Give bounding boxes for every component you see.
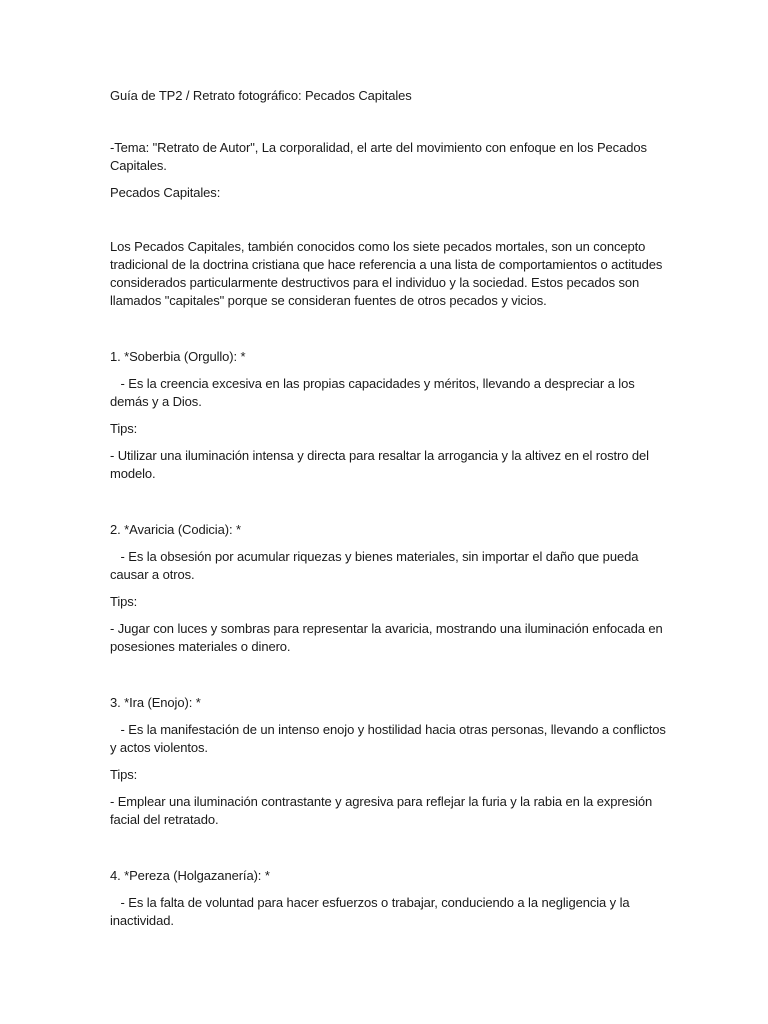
sin-tip: - Utilizar una iluminación intensa y directa para resaltar la arrogancia y la altivez en el rostro del modelo.	[110, 448, 653, 481]
sin-description: - Es la manifestación de un intenso enojo y hostilidad hacia otras personas, llevando a conflictos y actos violentos.	[110, 722, 670, 755]
sin-tip: - Emplear una iluminación contrastante y agresiva para reflejar la furia y la rabia en la expresión facial del retratado.	[110, 794, 656, 827]
document-body	[110, 87, 670, 939]
section-heading: Pecados Capitales:	[110, 185, 221, 200]
tips-label: Tips:	[110, 421, 138, 436]
tips-label: Tips:	[110, 594, 138, 609]
sin-tip: - Jugar con luces y sombras para representar la avaricia, mostrando una iluminación enfocada en posesiones materiales o dinero.	[110, 621, 667, 654]
sin-heading: 3. *Ira (Enojo): *	[110, 695, 201, 710]
tips-label: Tips:	[110, 767, 138, 782]
document-title: Guía de TP2 / Retrato fotográfico: Pecados Capitales	[110, 88, 412, 103]
sin-heading: 1. *Soberbia (Orgullo): *	[110, 349, 246, 364]
sin-description: - Es la obsesión por acumular riquezas y bienes materiales, sin importar el daño que pueda causar a otros.	[110, 549, 642, 582]
intro-paragraph: Los Pecados Capitales, también conocidos como los siete pecados mortales, son un concepto tradicional de la doctrina cristiana que hace referencia a una lista de comportamientos o actitudes considerados particularmente destructivos para el individuo y la sociedad. Estos pecados son llamados "capitales" porque se consideran fuentes de otros pecados y vicios.	[110, 239, 666, 308]
sin-heading: 2. *Avaricia (Codicia): *	[110, 522, 241, 537]
tema-paragraph: -Tema: "Retrato de Autor", La corporalidad, el arte del movimiento con enfoque en los Pecados Capitales.	[110, 140, 651, 173]
sin-heading: 4. *Pereza (Holgazanería): *	[110, 868, 270, 883]
sin-description: - Es la creencia excesiva en las propias capacidades y méritos, llevando a despreciar a los demás y a Dios.	[110, 376, 639, 409]
sin-description: - Es la falta de voluntad para hacer esfuerzos o trabajar, conduciendo a la negligencia y la inactividad.	[110, 895, 634, 928]
